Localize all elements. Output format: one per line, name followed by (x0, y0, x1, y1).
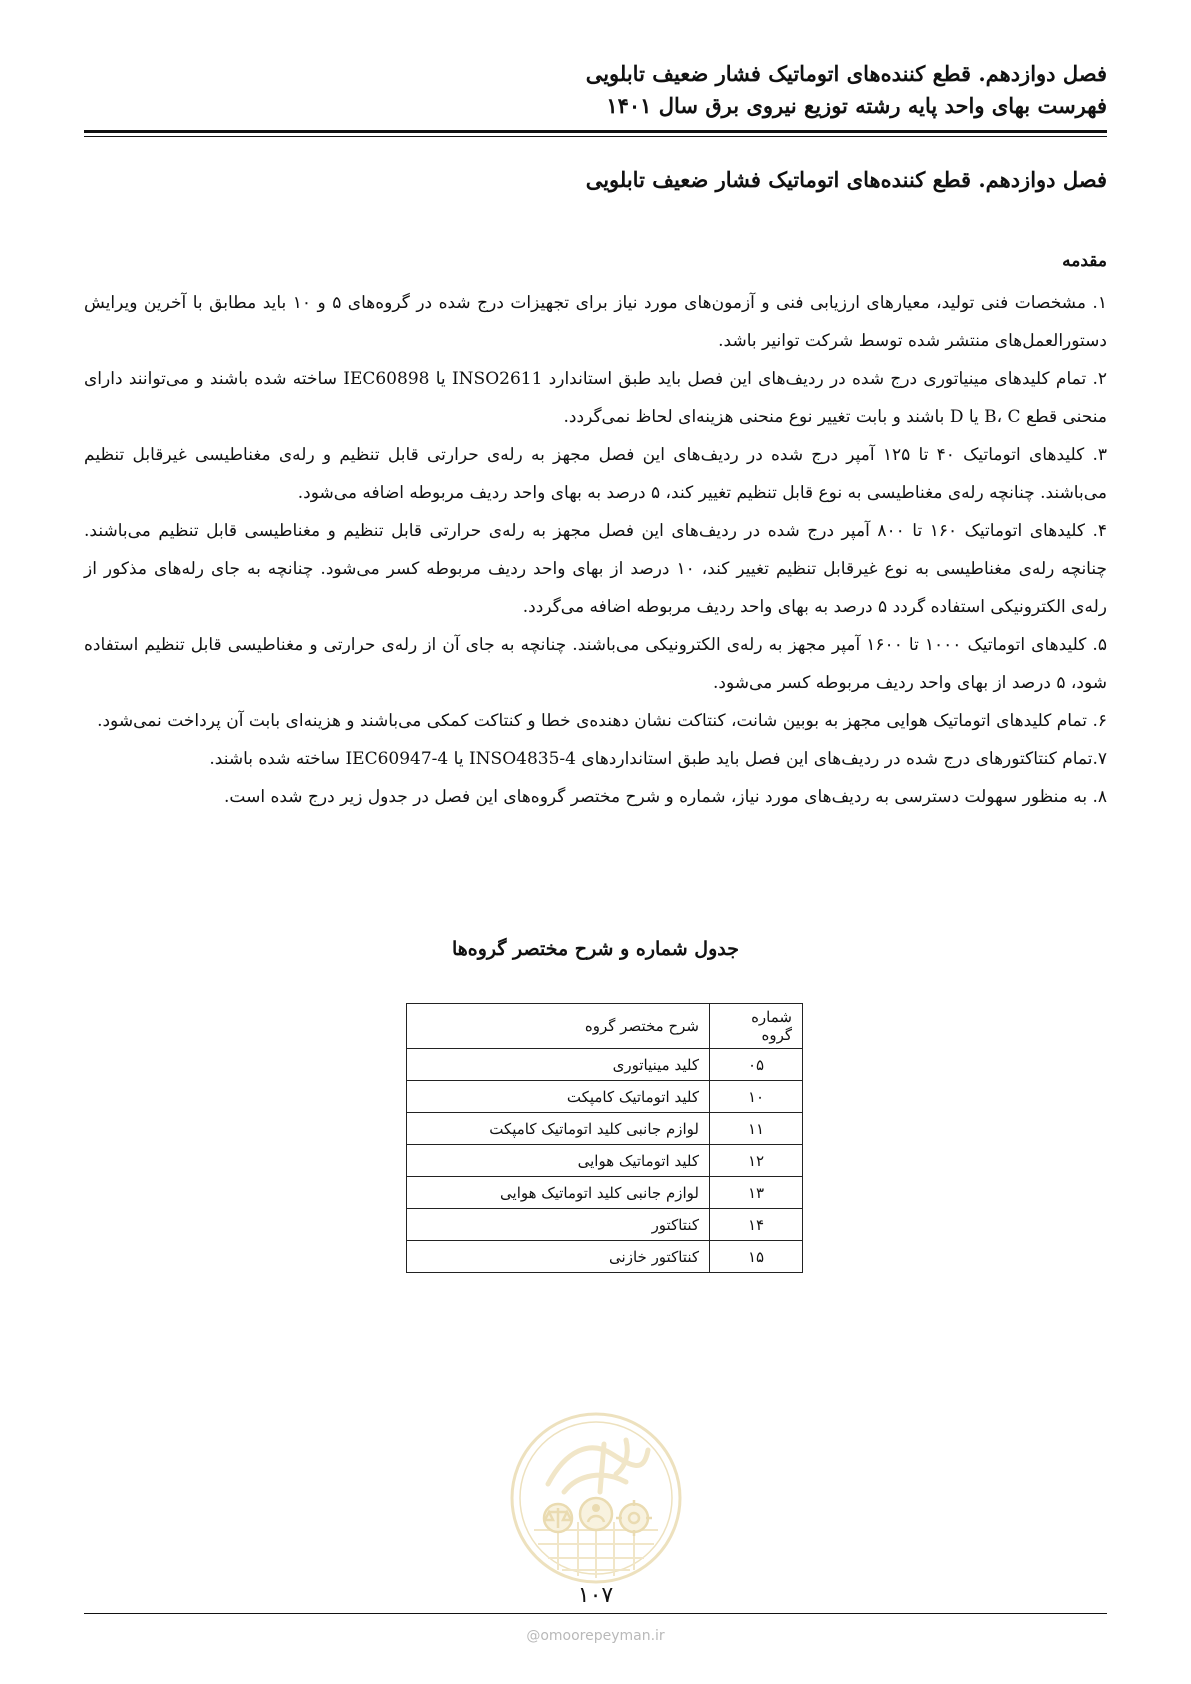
intro-paragraph-3: ۳. کلیدهای اتوماتیک ۴۰ تا ۱۲۵ آمپر درج شده در ردیف‌های این فصل مجهز به رله‌ی حرارتی قابل تنظیم و رله‌ی مغناطیسی غیرقابل تنظیم می‌باشند. چنانچه رله‌ی مغناطیسی به نوع قابل تنظیم تغییر کند، ۵ درصد به بهای واحد ردیف مربوطه اضافه می‌شود. (84, 445, 1108, 503)
intro-body (84, 284, 1107, 816)
intro-paragraph-8: ۸. به منظور سهولت دسترسی به ردیف‌های مورد نیاز، شماره و شرح مختصر گروه‌های این فصل در جدول زیر درج شده است. (224, 787, 1107, 807)
table-row (407, 1209, 803, 1241)
table-caption: جدول شماره و شرح مختصر گروه‌ها (451, 938, 740, 960)
intro-paragraph-1: ۱. مشخصات فنی تولید، معیارهای ارزیابی فنی و آزمون‌های مورد نیاز برای تجهیزات درج شده در گروه‌های ۵ و ۱۰ باید مطابق با آخرین ویرایش دستورالعمل‌های منتشر شده توسط شرکت توانیر باشد. (84, 293, 1107, 351)
table-header-row (407, 1004, 803, 1049)
table-row (407, 1177, 803, 1209)
watermark-website: @omoorepeyman.ir (526, 1628, 665, 1644)
running-header-chapter: فصل دوازدهم. قطع کننده‌های اتوماتیک فشار ضعیف تابلویی (585, 61, 1107, 86)
group-description-cell: کنتاکتور (407, 1209, 710, 1241)
intro-paragraph-2: ۲. تمام کلیدهای مینیاتوری درج شده در ردیف‌های این فصل باید طبق استاندارد INSO2611 یا IEC60898 ساخته شده باشند و می‌توانند دارای منحنی قطع B، C یا D باشند و بابت تغییر نوع منحنی هزینه‌ای لحاظ نمی‌گردد. (84, 369, 1108, 427)
table-row (407, 1241, 803, 1273)
group-number-cell: ۱۳ (710, 1177, 803, 1209)
intro-paragraph-6: ۶. تمام کلیدهای اتوماتیک هوایی مجهز به بوبین شانت، کنتاکت نشان دهنده‌ی خطا و کنتاکت کمکی می‌باشند و هزینه‌ای بابت آن پرداخت نمی‌شود. (97, 711, 1107, 731)
group-number-cell: ۱۵ (710, 1241, 803, 1273)
group-number-cell: ۱۱ (710, 1113, 803, 1145)
group-description-cell: لوازم جانبی کلید اتوماتیک هوایی (407, 1177, 710, 1209)
column-header-group-number: شماره گروه (710, 1004, 803, 1049)
intro-heading: مقدمه (1062, 251, 1107, 271)
table-row (407, 1113, 803, 1145)
group-description-cell: کلید مینیاتوری (407, 1049, 710, 1081)
people-icon (580, 1498, 612, 1530)
groups-table (406, 1003, 803, 1273)
watermark-seal-logo (508, 1410, 684, 1586)
page-number: ۱۰۷ (577, 1583, 614, 1608)
group-description-cell: کلید اتوماتیک کامپکت (407, 1081, 710, 1113)
header-rule-thin (84, 136, 1107, 137)
group-number-cell: ۱۰ (710, 1081, 803, 1113)
running-header (84, 58, 1107, 122)
chapter-title: فصل دوازدهم. قطع کننده‌های اتوماتیک فشار ضعیف تابلویی (585, 167, 1107, 192)
footer-rule (84, 1613, 1107, 1614)
group-description-cell: لوازم جانبی کلید اتوماتیک کامپکت (407, 1113, 710, 1145)
table-row (407, 1145, 803, 1177)
group-description-cell: کلید اتوماتیک هوایی (407, 1145, 710, 1177)
group-description-cell: کنتاکتور خازنی (407, 1241, 710, 1273)
group-number-cell: ۰۵ (710, 1049, 803, 1081)
intro-paragraph-5: ۵. کلیدهای اتوماتیک ۱۰۰۰ تا ۱۶۰۰ آمپر مجهز به رله‌ی الکترونیکی می‌باشند. چنانچه به جای آن از رله‌ی حرارتی و مغناطیسی قابل تنظیم استفاده شود، ۵ درصد از بهای واحد ردیف مربوطه کسر می‌شود. (84, 635, 1107, 693)
intro-paragraph-7: ۷.تمام کنتاکتورهای درج شده در ردیف‌های این فصل باید طبق استانداردهای INSO4835-4 یا IEC60947-4 ساخته شده باشند. (209, 749, 1107, 769)
column-header-group-description: شرح مختصر گروه (407, 1004, 710, 1049)
group-number-cell: ۱۴ (710, 1209, 803, 1241)
scales-icon (544, 1504, 572, 1532)
group-number-cell: ۱۲ (710, 1145, 803, 1177)
table-row (407, 1081, 803, 1113)
header-rule-thick (84, 130, 1107, 133)
running-header-price-list: فهرست بهای واحد پایه رشته توزیع نیروی برق سال ۱۴۰۱ (606, 93, 1107, 118)
intro-paragraph-4: ۴. کلیدهای اتوماتیک ۱۶۰ تا ۸۰۰ آمپر درج شده در ردیف‌های این فصل مجهز به رله‌ی حرارتی قابل تنظیم و مغناطیسی قابل تنظیم می‌باشند. چنانچه رله‌ی مغناطیسی به نوع غیرقابل تنظیم تغییر کند، ۱۰ درصد از بهای واحد ردیف مربوطه کسر می‌شود. چنانچه به جای رله‌های مذکور از رله‌ی الکترونیکی استفاده گردد ۵ درصد به بهای واحد ردیف مربوطه اضافه می‌گردد. (84, 521, 1108, 617)
table-row (407, 1049, 803, 1081)
